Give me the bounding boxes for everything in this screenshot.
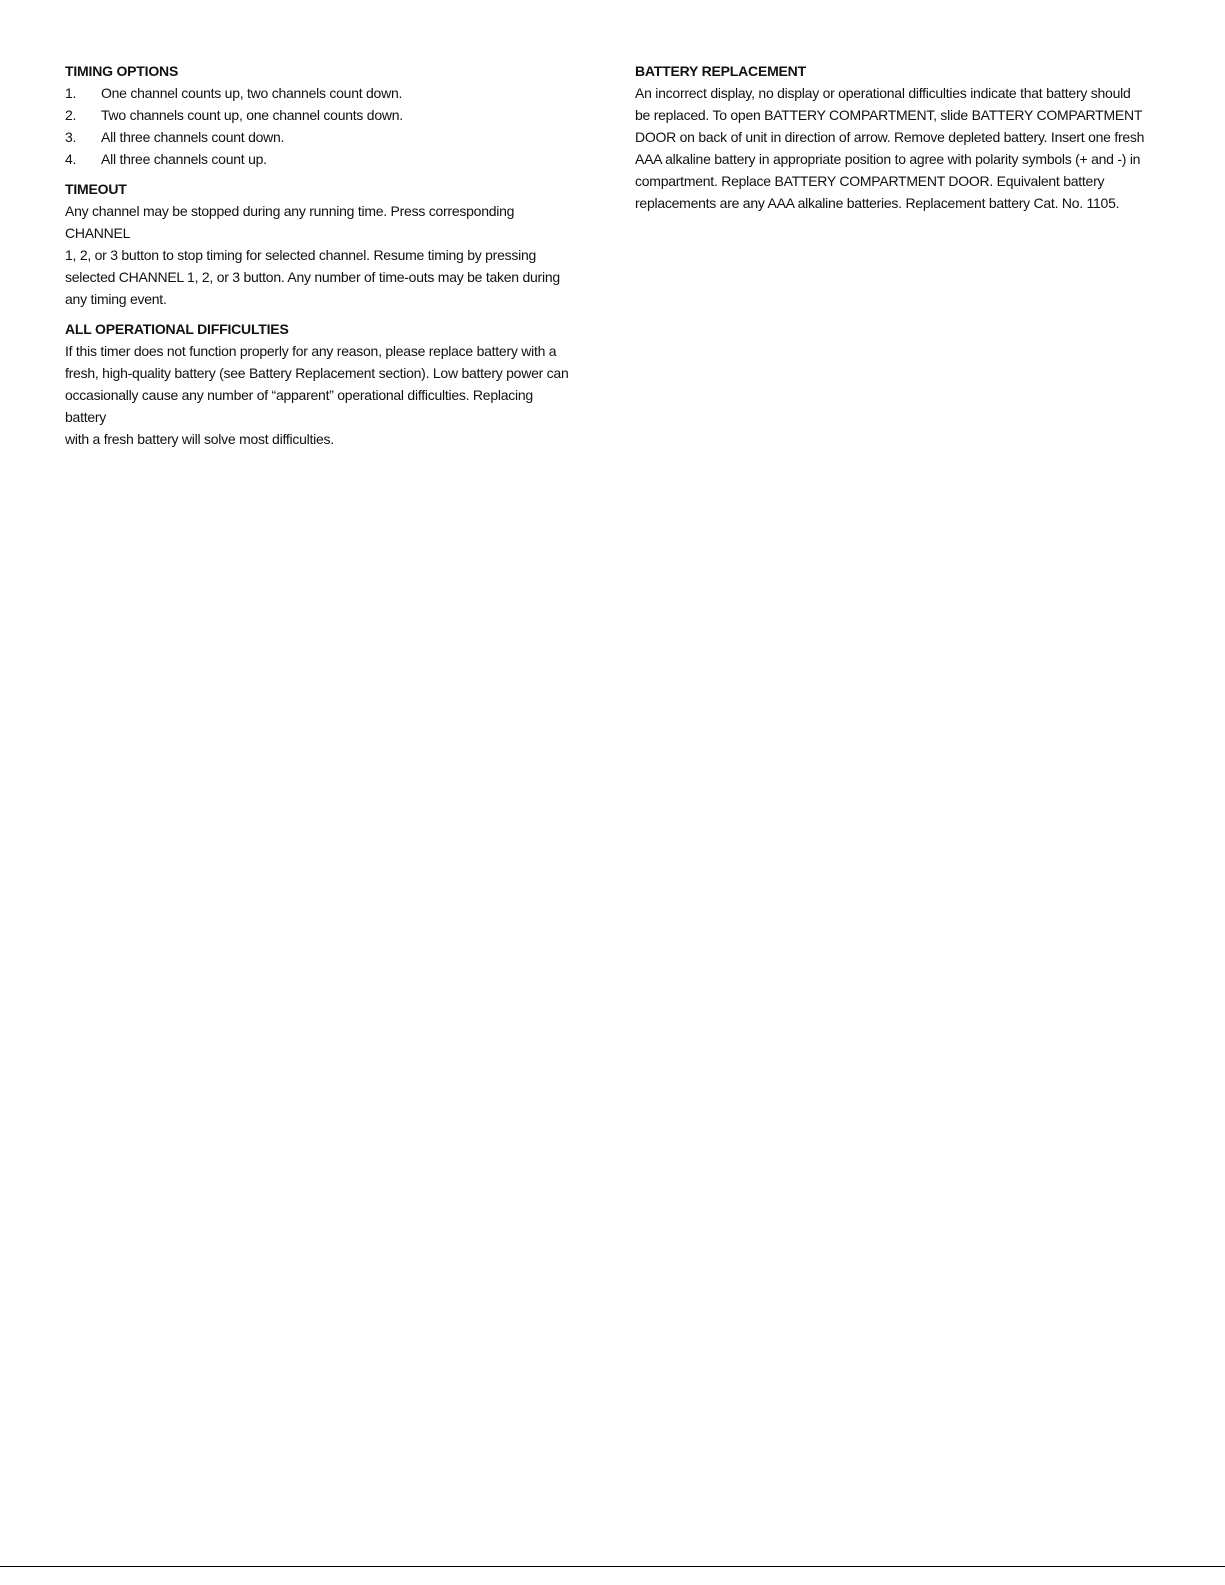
timeout-section bbox=[65, 178, 570, 310]
battery-replacement-heading: BATTERY REPLACEMENT bbox=[635, 63, 806, 79]
paragraph-line: with a fresh battery will solve most difficulties. bbox=[65, 431, 334, 447]
paragraph-line: DOOR on back of unit in direction of arrow. Remove depleted battery. Insert one fresh bbox=[635, 129, 1145, 145]
list-item bbox=[65, 104, 570, 126]
left-column bbox=[65, 60, 570, 458]
timing-options-heading: TIMING OPTIONS bbox=[65, 63, 179, 79]
timing-options-list bbox=[65, 82, 570, 170]
right-column bbox=[635, 60, 1145, 222]
list-item-number: 1. bbox=[65, 85, 77, 101]
list-item-text: All three channels count down. bbox=[101, 129, 285, 145]
list-item-text: One channel counts up, two channels count down. bbox=[101, 85, 403, 101]
paragraph-line: selected CHANNEL 1, 2, or 3 button. Any number of time-outs may be taken during bbox=[65, 269, 560, 285]
paragraph-line: replacements are any AAA alkaline batteries. Replacement battery Cat. No. 1105. bbox=[635, 195, 1120, 211]
list-item-text: All three channels count up. bbox=[101, 151, 267, 167]
paragraph-line: fresh, high-quality battery (see Battery Replacement section). Low battery power can bbox=[65, 365, 569, 381]
list-item bbox=[65, 126, 570, 148]
paragraph-line: compartment. Replace BATTERY COMPARTMENT DOOR. Equivalent battery bbox=[635, 173, 1105, 189]
paragraph-line: If this timer does not function properly for any reason, please replace battery with a bbox=[65, 343, 557, 359]
list-item bbox=[65, 82, 570, 104]
timeout-heading: TIMEOUT bbox=[65, 181, 127, 197]
list-item-number: 3. bbox=[65, 129, 77, 145]
list-item bbox=[65, 148, 570, 170]
operational-difficulties-section bbox=[65, 318, 570, 450]
paragraph-line: Any channel may be stopped during any running time. Press corresponding CHANNEL bbox=[65, 203, 515, 241]
list-item-number: 2. bbox=[65, 107, 77, 123]
bottom-divider bbox=[0, 1566, 1225, 1567]
paragraph-line: any timing event. bbox=[65, 291, 167, 307]
battery-replacement-section bbox=[635, 60, 1145, 214]
timing-options-section bbox=[65, 60, 570, 170]
operational-difficulties-heading: ALL OPERATIONAL DIFFICULTIES bbox=[65, 321, 289, 337]
list-item-text: Two channels count up, one channel counts down. bbox=[101, 107, 403, 123]
paragraph-line: An incorrect display, no display or operational difficulties indicate that battery should bbox=[635, 85, 1131, 101]
paragraph-line: AAA alkaline battery in appropriate position to agree with polarity symbols (+ and -) in bbox=[635, 151, 1141, 167]
paragraph-line: occasionally cause any number of “apparent” operational difficulties. Replacing battery bbox=[65, 387, 533, 425]
paragraph-line: be replaced. To open BATTERY COMPARTMENT, slide BATTERY COMPARTMENT bbox=[635, 107, 1143, 123]
paragraph-line: 1, 2, or 3 button to stop timing for selected channel. Resume timing by pressing bbox=[65, 247, 537, 263]
list-item-number: 4. bbox=[65, 151, 77, 167]
